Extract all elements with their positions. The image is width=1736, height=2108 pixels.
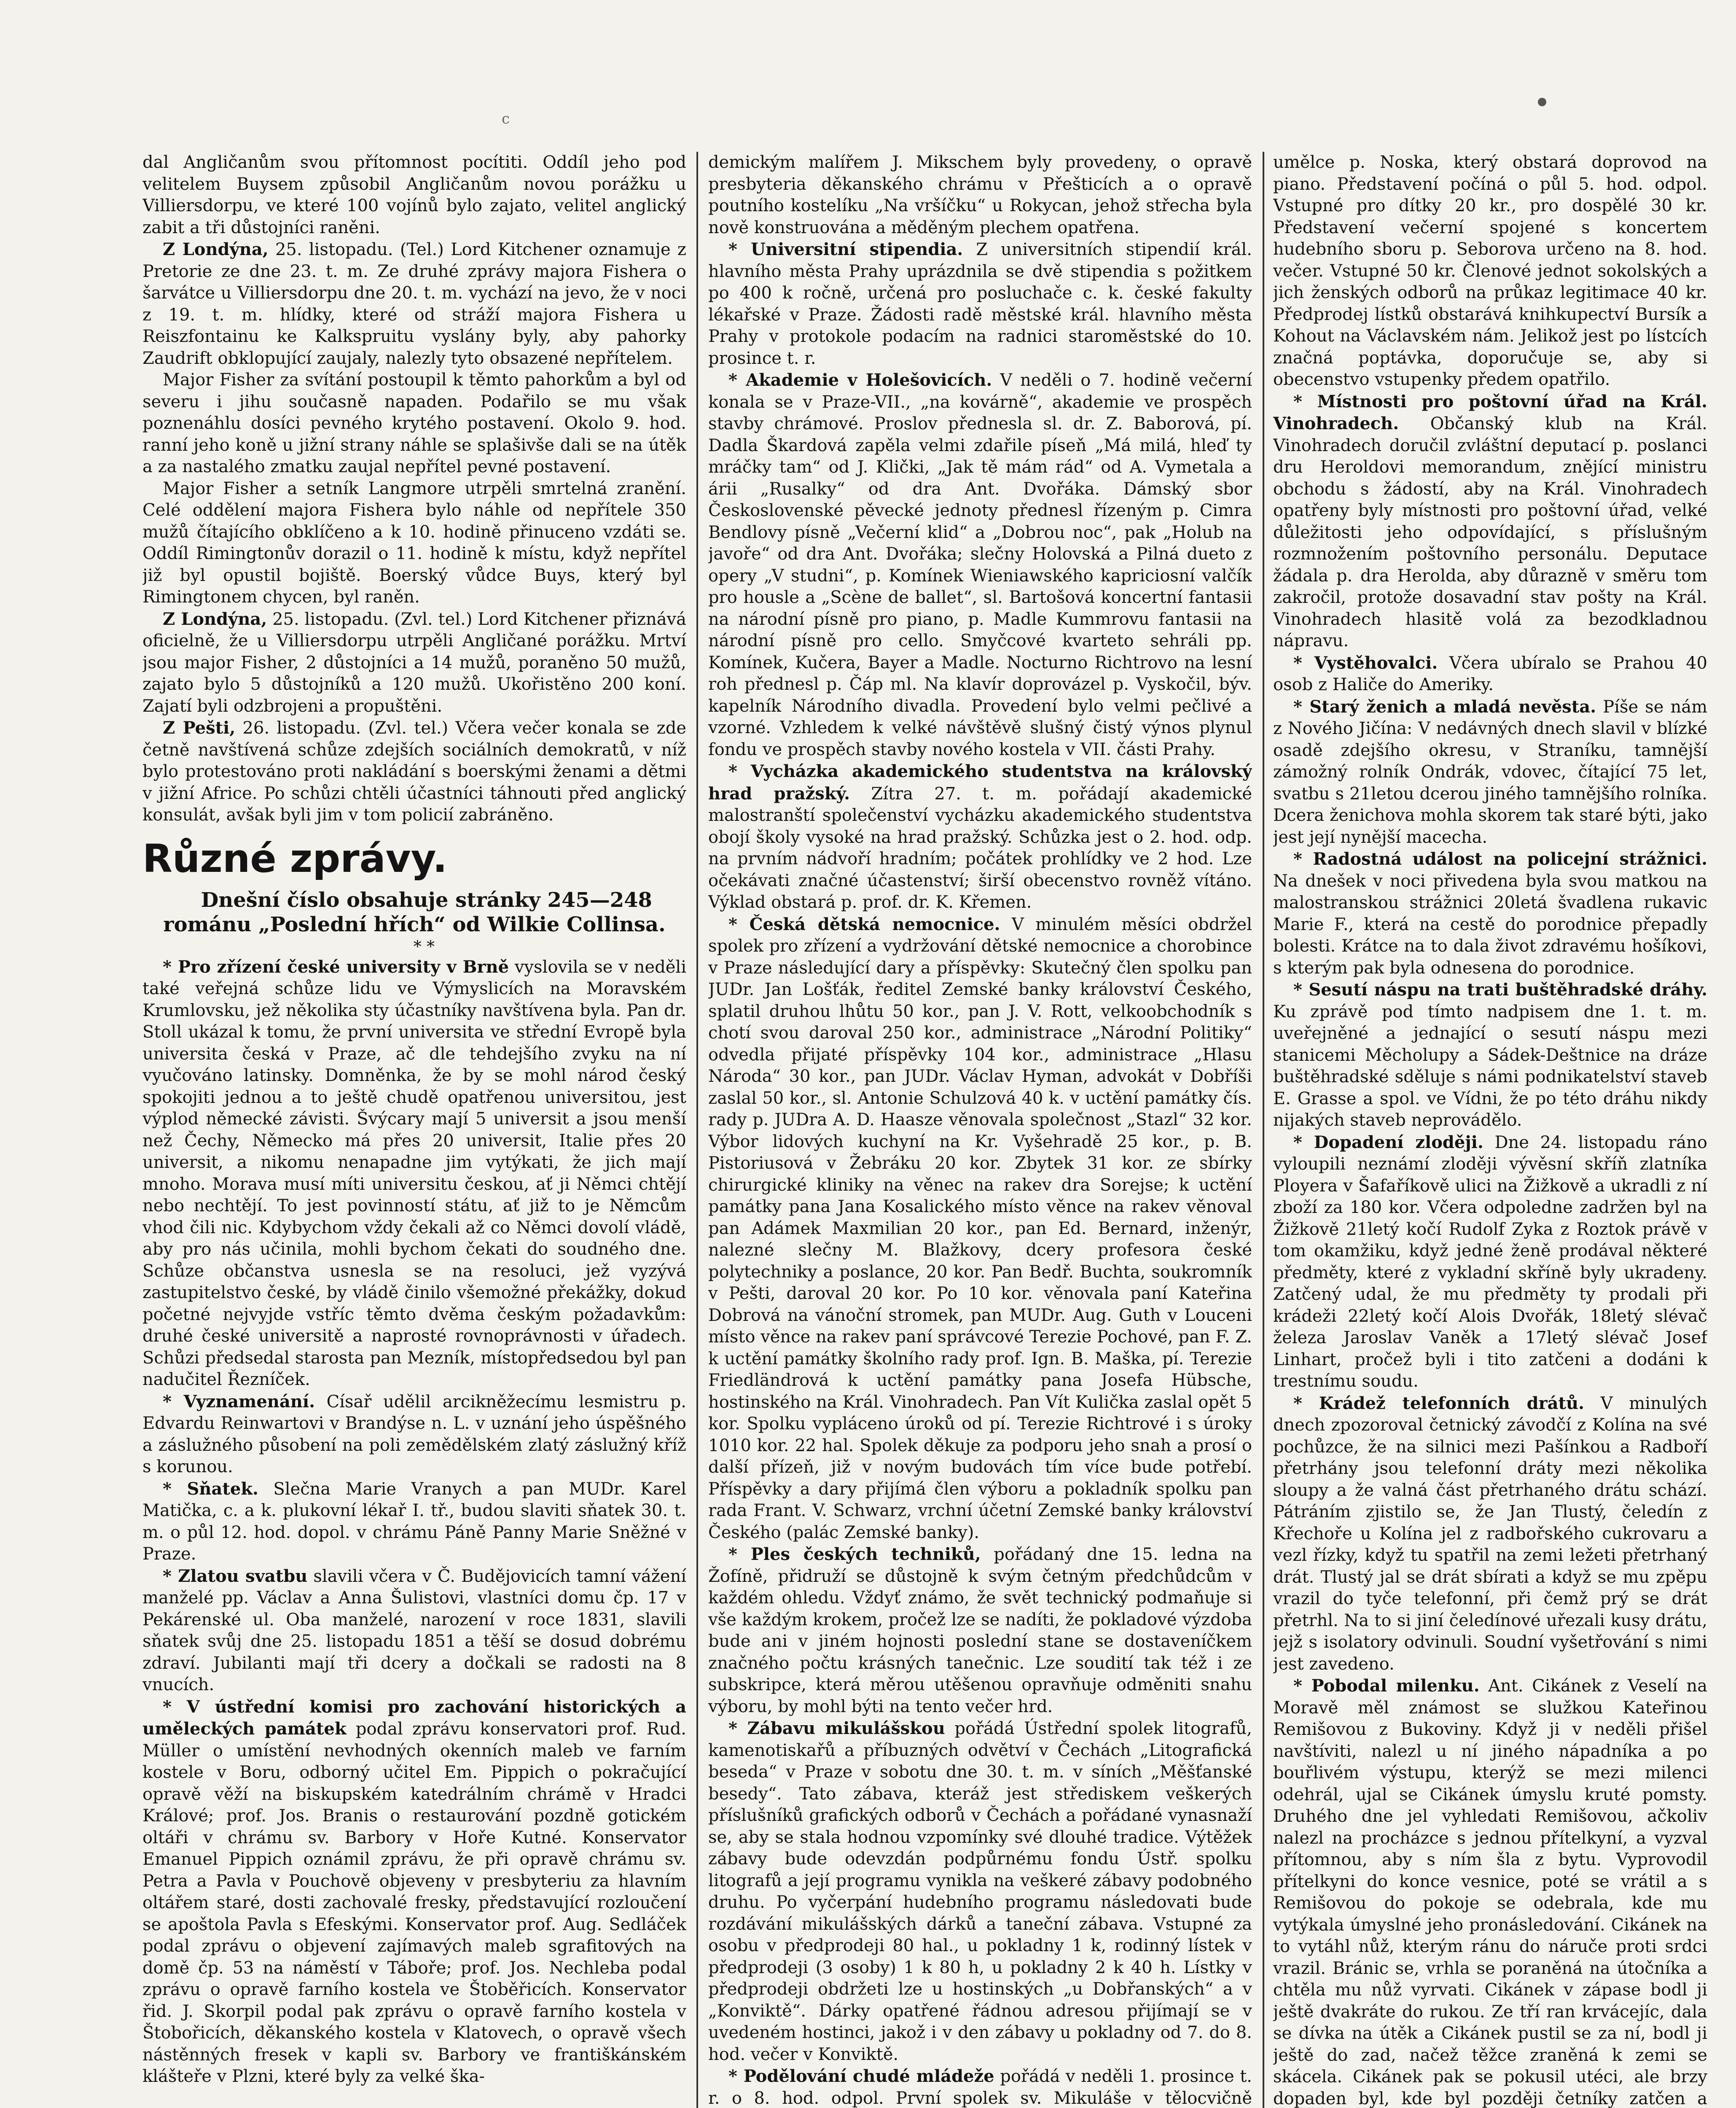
article-text: Z Londýna, 25. listopadu. (Tel.) Lord Kitchener oznamuje z Pretorie ze dne 23. t. m. Ze druhé zprávy majora Fishera o šarvátce u Villiersdorpu dne 20. t. m. vychází na jevo, že v noci z 19. t. m. hlídky, které od stráží majora Fishera u Reiszfontainu ke Kalkspruitu vyslány byly, aby pahorky Zaudrift obklopující zaujaly, nalezly tyto obsazené nepřítelem.	[142, 239, 686, 368]
article-text: * Pro zřízení české university v Brně vyslovila se v neděli také veřejná schůze lidu ve Výmyslicích na Moravském Krumlovsku, jež několika sty účastníky navštívena byla. Pan dr. Stoll ukázal k tomu, že první universita ve střední Evropě byla universita česká v Praze, ač dle tehdejšího zvyku na ní vyučováno latinsky. Domněnka, že by se mohl národ český spokojiti jednou a to ještě chudě opatřenou universitou, jest výplod německé závisti. Švýcary mají 5 universit a jsou menší než Čechy, Německo má přes 20 universit, Italie přes 20 universit, a nikomu nenapadne jim vytýkati, že jich mají mnoho. Morava musí míti universitu českou, ať ji Němci chtějí nebo nechtějí. To jest povinností státu, ať již to je Němcům vhod čili nic. Kdybychom vždy čekali až co Němci dovolí vládě, aby pro nás učinila, mohli bychom čekati do soudného dne. Schůze občanstva usnesla se na resoluci, jež vyzývá zastupitelstvo české, by vládě činilo všemožné překážky, dokud početné nejvyjde vstříc těmto dvěma českým požadavkům: druhé české universitě a naprosté rovnoprávnosti v úřadech. Schůzi předsedal starosta pan Mezník, místopředsedou byl pan nadučitel Řezníček.	[142, 957, 686, 1389]
column-3	[1273, 152, 1707, 2108]
section-heading: Různé zprávy.	[142, 836, 448, 881]
article-text: * Ples českých techniků, pořádaný dne 15. ledna na Žofíně, přidruží se důstojně k svým četným předchůdcům v každém ohledu. Vždyť známo, že svět technický podmaňuje si vše každým krokem, pročež lze se nadíti, že pokladové výzdoba bude ani v jiném hojnosti poslední stane se dostaveníčkem značného počtu krásných tanečnic. Lze soudití tak též i ze subskripce, která měrou utěšenou opravňuje odměniti snahu výboru, by mohl býti na tento večer hrd.	[708, 1544, 1252, 1716]
article-text: * Vycházka akademického studentstva na královský hrad pražský. Zítra 27. t. m. pořádají akademické malostranští společenství vycházku akademického studentstva obojí školy vysoké na hrad pražský. Schůzka jest o 2. hod. odp. na prvním nádvoří hradním; počátek prohlídky ve 2 hod. Lze očekávati značné účastenství; širší obecenstvo rovněž vítáno. Výklad obstará p. prof. dr. K. Křemen.	[708, 761, 1252, 912]
article-text: * Starý ženich a mladá nevěsta. Píše se nám z Nového Jičína: V nedávných dnech slavil v blízké osadě zdejšího okresu, v Straníku, tamnější zámožný rolník Ondrák, vdovec, čítající 75 let, svatbu s 21letou dcerou jiného tamnějšího rolníka. Dcera ženichova mohla skorem tak staré býti, jako jest její nynější macecha.	[1273, 696, 1707, 847]
article-text: * Universitní stipendia. Z universitních stipendií král. hlavního města Prahy uprázdnila se dvě stipendia s požitkem po 400 k ročně, určená pro posluchače c. k. české fakulty lékařské v Praze. Žádosti radě městské král. hlavního města Prahy v protokole podacím na radnici staroměstské do 10. prosince t. r.	[708, 239, 1252, 368]
article-text: * Vystěhovalci. Včera ubíralo se Prahou 40 osob z Haliče do Ameriky.	[1273, 653, 1707, 694]
article-text: * Zlatou svatbu slavili včera v Č. Budějovicích tamní vážení manželé pp. Václav a Anna Šulistovi, vlastníci domu čp. 17 v Pekárenské ul. Oba manželé, narození v roce 1831, slavili sňatek svůj dne 25. listopadu 1851 a těší se dosud dobrému zdraví. Jubilanti mají tři dcery a dočkali se radosti na 8 vnucích.	[142, 1566, 686, 1694]
print-dot	[1538, 98, 1546, 106]
article-text: * Sňatek. Slečna Marie Vranych a pan MUDr. Karel Matička, c. a k. plukovní lékař I. tř., budou slaviti sňatek 30. t. m. o půl 12. hod. dopol. v chrámu Páně Panny Marie Sněžné v Praze.	[142, 1479, 686, 1564]
article-text: * Podělování chudé mládeže pořádá v neděli 1. prosince t. r. o 8. hod. odpol. První spolek sv. Mikuláše v tělocvičně	[708, 2066, 1252, 2108]
article-text: * Vyznamenání. Císař udělil arcikněžecímu lesmistru p. Edvardu Reinwartovi v Brandýse n. L. v uznání jeho úspěšného a záslužného působení na poli zemědělském zlatý záslužný kříž s korunou.	[142, 1391, 686, 1476]
article-text: * Pobodal milenku. Ant. Cikánek z Veselí na Moravě měl známost se služkou Kateřinou Remišovou z Bukoviny. Když ji v neděli přišel navštíviti, nalezl u ní jiného nápadníka a po bouřlivém výstupu, kterýž se mezi milenci odehrál, ujal se Cikánek úmyslu kruté pomsty. Druhého dne jel vyhledati Remišovou, ačkoliv nalezl na procházce s jednou přítelkyní, a vyzval přítomnou, aby s ním šla z bytu. Vyprovodil přítelkyni do konce vesnice, poté se vrátil a s Remišovou do pokoje se odebrala, kde mu vytýkala úmyslné jeho pronásledování. Cikánek na to vytáhl nůž, kterým ránu do náruče proti srdci vrazil. Bránic se, vrhla se poraněná na útočníka a chtěla mu nůž vyrvati. Cikánek v zápase bodl ji ještě dvakráte do rukou. Ze tří ran krvácejíc, dala se dívka na útěk a Cikánek pustil se za ní, bodl ji ještě do zad, načež těžce zraněná k zemi se skácela. Cikánek pak se pokusil utéci, ale brzy dopaden byl, kde byl později četníky zatčen a	[1273, 1676, 1707, 2108]
article-text: * V ústřední komisi pro zachování historických a uměleckých památek podal zprávu konservatori prof. Rud. Müller o umístění nevhodných okenních maleb ve farním kostele v Boru, odborný učitel Em. Pippich o pokračující opravě věží na biskupském katedrálním chrámě v Hradci Králové; prof. Jos. Branis o restaurování pozdně gotickém oltáři v chrámu sv. Barbory v Hoře Kutné. Konservator Emanuel Pippich oznámil zprávu, že při opravě chrámu sv. Petra a Pavla v Pouchově objeveny v presbyteriu za hlavním oltářem staré, dosti zachovalé fresky, představující rozloučení se apoštola Pavla s Efeskými. Konservator prof. Aug. Sedláček podal zprávu o objevení zajímavých maleb sgrafitových na domě čp. 53 na náměstí v Táboře; prof. Jos. Nechleba podal zprávu o opravě farního kostela ve Štoběřicích. Konservator řid. J. Skorpil podal pak zprávu o opravě farního kostela v Štobořicích, děkanského kostela v Klatovech, o opravě všech nástěnných fresek v kapli sv. Barbory ve františkánském klášteře v Plzni, které byly za velké ška-	[142, 1697, 686, 2086]
article-text: * Radostná událost na policejní strážnici. Na dnešek v noci přivedena byla svou matkou na malostranskou strážnici 20letá švadlena rukavic Marie F., která na cestě do porodnice přepadly bolesti. Krátce na to dala život zdravému hošíkovi, s kterým pak byla odnesena do porodnice.	[1273, 849, 1707, 978]
novel-notice: Dnešní číslo obsahuje stránky 245—248 románu „Poslední hřích“ od Wilkie Collinsa.	[163, 888, 666, 936]
article-text: * Krádež telefonních drátů. V minulých dnech zpozoroval četnický závodčí z Kolína na své pochůzce, že na silnici mezi Pašínkou a Radboří přetrhány jsou telefonní dráty mezi několika sloupy a že valná část přetrhaného drátu schází. Pátráním zjistilo se, že Jan Tlustý, čeledín z Křechoře u Kolína jel z radbořského cukrovaru a vezl řízky, když tu spatřil na zemi ležeti přetrhaný drát. Tlustý jal se drát sbírati a když se mu zpěpu vrazil do tyče telefonní, při čemž prý se drát přetrhl. Na to si jiní čeledínové uřezali kusy drátu, jejž s isolatory odvinuli. Soudní vyšetřování s nimi jest zavedeno.	[1273, 1393, 1707, 1674]
article-text: * Místnosti pro poštovní úřad na Král. Vinohradech. Občanský klub na Král. Vinohradech doručil zvláštní deputací p. poslanci dru Heroldovi memorandum, znějící ministru obchodu s žádostí, aby na Král. Vinohradech opatřeny byly místnosti pro poštovní úřad, velké důležitosti jeho odpovídající, s příslušným rozmnožením poštovního personálu. Deputace žádala p. dra Herolda, aby důrazně v směru tom zakročil, protože dosavadní stav pošty na Král. Vinohradech hlasitě volá za bezodkladnou nápravu.	[1273, 391, 1707, 651]
article-text: demickým malířem J. Mikschem byly provedeny, o opravě presbyteria děkanského chrámu v Přešticích a o opravě poutního kostelíku „Na vršíčku“ u Rokycan, jehož střecha byla nově konstruována a měděným plechem opatřena.	[708, 153, 1252, 237]
article-text: * Akademie v Holešovicích. V neděli o 7. hodině večerní konala se v Praze-VII., „na kovárně“, akademie ve prospěch stavby chrámové. Proslov přednesla sl. dr. Z. Baborová, pí. Dadla Škardová zapěla velmi zdařile píseň „Má milá, hleď ty mráčky tam“ od J. Klički, „Jak tě mám rád“ od A. Vymetala a árii „Rusalky“ od dra Ant. Dvořáka. Dámský sbor Československé pěvecké jednoty přednesl řízeným p. Cimra Bendlovy písně „Večerní klid“ a „Dobrou noc“, pak „Holub na javoře“ od dra Ant. Dvořáka; slečny Holovská a Pilná dueto z opery „V studni“, p. Komínek Wieniawského kapriciosní valčík pro housle a „Scène de ballet“, sl. Bartošová koncertní fantasii na národní písně pro piano, p. Madle Kummrovu fantasii na národní písně pro cello. Smyčcové kvarteto sehráli pp. Komínek, Kučera, Bayer a Madle. Nocturno Richtrovo na lesní roh přednesl p. Čáp ml. Na klavír doprovázel p. Vyskočil, býv. kapelník Národního divadla. Provedení bylo velmi pečlivé a vzorné. Vzhledem k velké návštěvě slušný čistý výnos plynul fondu ve prospěch stavby nového kostela v VII. části Prahy.	[708, 370, 1252, 759]
article-text: Z Londýna, 25. listopadu. (Zvl. tel.) Lord Kitchener přiznává oficielně, že u Villiersdorpu utrpěli Angličané porážku. Mrtví jsou major Fisher, 2 důstojníci a 14 mužů, poraněno 50 mužů, zajato bylo 5 důstojníků a 120 mužů. Ukořistěno 200 koní. Zajatí byli odzbrojeni a propuštěni.	[142, 609, 686, 716]
column-rule	[696, 152, 698, 2108]
article-text: Z Pešti, 26. listopadu. (Zvl. tel.) Včera večer konala se zde četně navštívená schůze zdejších sociálních demokratů, v níž bylo protestováno proti nakládání s boerskými ženami a dětmi v jižní Africe. Po schůzi chtěli účastníci táhnouti před anglický konsulát, avšak byli jim v tom policií zabráněno.	[142, 718, 686, 825]
column-1	[142, 152, 686, 2108]
article-text: dal Angličanům svou přítomnost pocítiti. Oddíl jeho pod velitelem Buysem způsobil Angličanům novou porážku u Villiersdorpu, ve které 100 vojínů bylo zajato, velitel anglický zabit a tři důstojníci raněni.	[142, 153, 686, 237]
article-text: * Dopadení zloději. Dne 24. listopadu ráno vyloupili neznámí zloději vývěsní skříň zlatníka Ployera v Šafaříkově ulici na Žižkově a ukradli z ní zboží za 180 kor. Včera odpoledne zadržen byl na Žižkově 21letý kočí Rudolf Zyka z Roztok právě v tom okamžiku, když jedné ženě prodával některé předměty, které z vykladní skříně byly ukradeny. Zatčený udal, že mu předměty ty prodali při krádeži 22letý kočí Alois Dvořák, 18letý slévač železa Jaroslav Vaněk a 17letý slévač Josef Linhart, pročež byli i tito zatčeni a dodáni k trestnímu soudu.	[1273, 1132, 1707, 1391]
article-text: Major Fisher a setník Langmore utrpěli smrtelná zranění. Celé oddělení majora Fishera bylo náhle od nepřítele 350 mužů čítajícího obklíčeno a k 10. hodině přinuceno vzdáti se. Oddíl Rimingtonův dorazil o 11. hodině k místu, když nepřítel již byl opustil bojiště. Boerský vůdce Buys, který byl Rimingtonem chycen, byl raněn.	[142, 479, 686, 607]
column-2	[708, 152, 1252, 2108]
article-text: * Sesutí náspu na trati buštěhradské dráhy. Ku zprávě pod tímto nadpisem dne 1. t. m. uveřejněné a jednající o sesutí náspu mezi stanicemi Měcholupy a Sádek-Deštnice na dráze buštěhradské sděluje s námi podnikatelství staveb E. Grasse a spol. ve Vídni, že po této dráhu nikdy nijakých staveb neprovádělo.	[1273, 980, 1707, 1130]
article-text: * Česká dětská nemocnice. V minulém měsíci obdržel spolek pro zřízení a vydržování dětské nemocnice a chorobince v Praze následující dary a příspěvky: Skutečný člen spolku pan JUDr. Jan Lošťák, ředitel Zemské banky království Českého, splatil druhou lhůtu 50 kor., pan J. V. Rott, velkoobchodník s chotí svou daroval 250 kor., administrace „Národní Politiky“ odvedla přijaté příspěvky 104 kor., administrace „Hlasu Národa“ 30 kor., pan JUDr. Václav Hyman, advokát v Dobříši zaslal 50 kor., sl. Antonie Schulzová 40 k. v uctění památky čís. rady p. JUDra A. D. Haasze věnovala společnost „Stazl“ 32 kor. Výbor lidových kuchyní na Kr. Vyšehradě 25 kor., p. B. Pistoriusová v Žebráku 20 kor. Zbytek 31 kor. ze sbírky chirurgické kliniky na věnec na rakev dra Sorejse; k uctění památky pana Jana Kosalického místo věnce na rakev věnoval pan Adámek Maxmilian 20 kor., pan Ed. Bernard, inženýr, nalezné slečny M. Blažkovy, dcery profesora české polytechniky a poslance, 20 kor. Pan Bedř. Buchta, soukromník v Pešti, daroval 20 kor. Po 10 kor. věnovala paní Kateřina Dobrová na vánoční stromek, pan MUDr. Aug. Guth v Louceni místo věnce na rakev paní správcové Terezie Pochové, pan F. Z. k uctění památky školního rady prof. Ign. B. Maška, pí. Terezie Friedländrová k uctění památky pana Josefa Hübsche, hostinského na Král. Vinohradech. Pan Vít Kulička zaslal opět 5 kor. Spolku vypláceno úroků od pí. Terezie Richtrové i s úroky 1010 kor. 22 hal. Spolek děkuje za podporu jeho snah a prosí o další přízeň, již v novým budovách tím více bude potřebí. Příspěvky a dary přijímá člen výboru a pokladník spolku pan rada Frant. V. Schwarz, vrchní účetní Zemské banky království Českého (palác Zemské banky).	[708, 914, 1252, 1542]
column-rule	[1263, 152, 1264, 2108]
page-folio-mark: c	[502, 110, 510, 127]
article-text: Major Fisher za svítání postoupil k těmto pahorkům a byl od severu i jihu současně napaden. Podařilo se mu však poznenáhlu dosíci pevného krytého postavení. Okolo 9. hod. ranní jeho koně u jižní strany náhle se splašivše dali se na útěk a za nastalého zmatku zaujal nepřítel pevné postavení.	[142, 370, 686, 476]
section-stars: * *	[413, 937, 435, 956]
article-text: umělce p. Noska, který obstará doprovod na piano. Představení počíná o půl 5. hod. odpol. Vstupné pro dítky 20 kr., pro dospělé 30 kr. Představení večerní spojené s koncertem hudebního sboru p. Seborova určeno na 8. hod. večer. Vstupné 50 kr. Členové jednot sokolských a jich ženských odborů na průkaz legitimace 40 kr. Předprodej lístků obstarává knihkupectví Bursík a Kohout na Václavském nám. Jelikož jest po lístcích značná poptávka, doporučuje se, aby si obecenstvo vstupenky předem opatřilo.	[1273, 153, 1707, 389]
article-text: * Zábavu mikulášskou pořádá Ústřední spolek litografů, kamenotiskařů a příbuzných odvětví v Čechách „Litografická beseda“ v Praze v sobotu dne 30. t. m. v síních „Měšťanské besedy“. Tato zábava, kteráž jest střediskem veškerých příslušníků grafických odborů v Čechách a pořádané vynasnaží se, aby se stala hodnou vzpomínky své dlouhé tradice. Výtěžek zábavy bude odevzdán podpůrnému fondu Ústř. spolku litografů a její programu vynikla na veškeré zábavy podobného druhu. Po vyčerpání hudebního programu následovati bude rozdávání mikulášských dárků a taneční zábava. Vstupné za osobu v předprodeji 80 hal., u pokladny 1 k, rodinný lístek v předprodeji (3 osoby) 1 k 80 h, u pokladny 2 k 40 h. Lístky v předprodeji obdržeti lze u hostinských „u Dobřanských“ a v „Konviktě“. Dárky opatřené řádnou adresou přijímají se v uvedeném hostinci, jakož i v den zábavy u pokladny od 7. do 8. hod. večer v Konviktě.	[708, 1718, 1252, 2064]
